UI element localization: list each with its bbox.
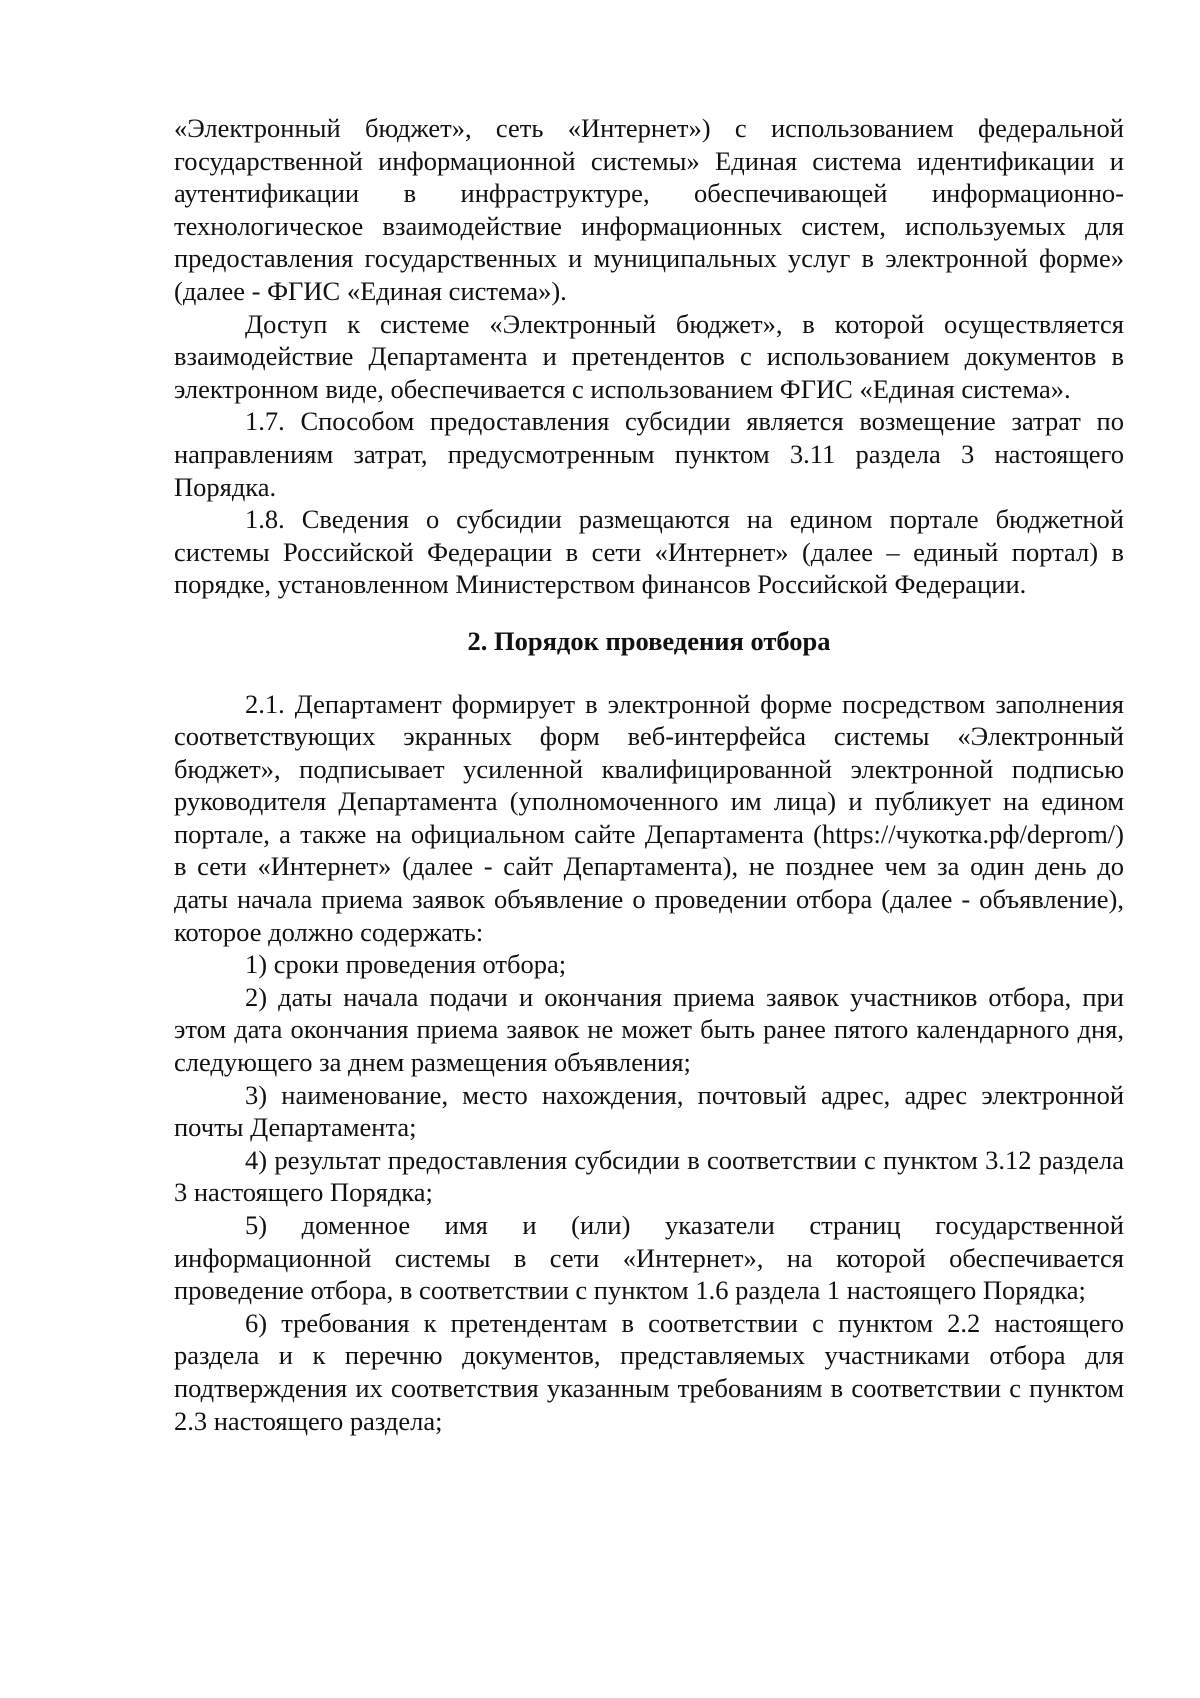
document-page bbox=[174, 112, 1124, 1437]
paragraph-2-1: 2.1. Департамент формирует в электронной форме посредством заполнения соответствующих экранных форм веб-интерфейса системы «Электронный бюджет», подписывает усиленной квалифицированной электронной подписью руководителя Департамента (уполномоченного им лица) и публикует на едином портале, а также на официальном сайте Департамента (https://чукотка.рф/deprom/) в сети «Интернет» (далее - сайт Департамента), не позднее чем за один день до даты начала приема заявок объявление о проведении отбора (далее - объявление), которое должно содержать: bbox=[174, 688, 1124, 947]
list-item-6: 6) требования к претендентам в соответствии с пунктом 2.2 настоящего раздела и к перечню документов, представляемых участниками отбора для подтверждения их соответствия указанным требованиям в соответствии с пунктом 2.3 настоящего раздела; bbox=[174, 1307, 1124, 1436]
list-item-1: 1) сроки проведения отбора; bbox=[245, 949, 567, 980]
paragraph-system-access: Доступ к системе «Электронный бюджет», в которой осуществляется взаимодействие Департамента и претендентов с использованием документов в электронном виде, обеспечивается с использованием ФГИС «Единая система». bbox=[174, 308, 1124, 404]
list-item-5: 5) доменное имя и (или) указатели страниц государственной информационной системы в сети «Интернет», на которой обеспечивается проведение отбора, в соответствии с пунктом 1.6 раздела 1 настоящего Порядка; bbox=[174, 1210, 1124, 1306]
section-heading: 2. Порядок проведения отбора bbox=[467, 625, 831, 656]
list-item-2: 2) даты начала подачи и окончания приема заявок участников отбора, при этом дата окончания приема заявок не может быть ранее пятого календарного дня, следующего за днем размещения объявления; bbox=[174, 981, 1124, 1078]
list-item-4: 4) результат предоставления субсидии в соответствии с пунктом 3.12 раздела 3 настоящего Порядка; bbox=[174, 1144, 1124, 1208]
paragraph-1-7: 1.7. Способом предоставления субсидии является возмещение затрат по направлениям затрат, предусмотренным пунктом 3.11 раздела 3 настоящего Порядка. bbox=[174, 406, 1124, 502]
list-item-3: 3) наименование, место нахождения, почтовый адрес, адрес электронной почты Департамента; bbox=[174, 1079, 1124, 1143]
paragraph-1-8: 1.8. Сведения о субсидии размещаются на едином портале бюджетной системы Российской Федерации в сети «Интернет» (далее – единый портал) в порядке, установленном Министерством финансов Российской Федерации. bbox=[174, 504, 1124, 600]
paragraph-esia-intro: «Электронный бюджет», сеть «Интернет») с использованием федеральной государственной информационной системы» Единая система идентификации и аутентификации в инфраструктуре, обеспечивающей информационно-технологическое взаимодействие информационных систем, используемых для предоставления государственных и муниципальных услуг в электронной форме» (далее - ФГИС «Единая система»). bbox=[174, 113, 1124, 306]
